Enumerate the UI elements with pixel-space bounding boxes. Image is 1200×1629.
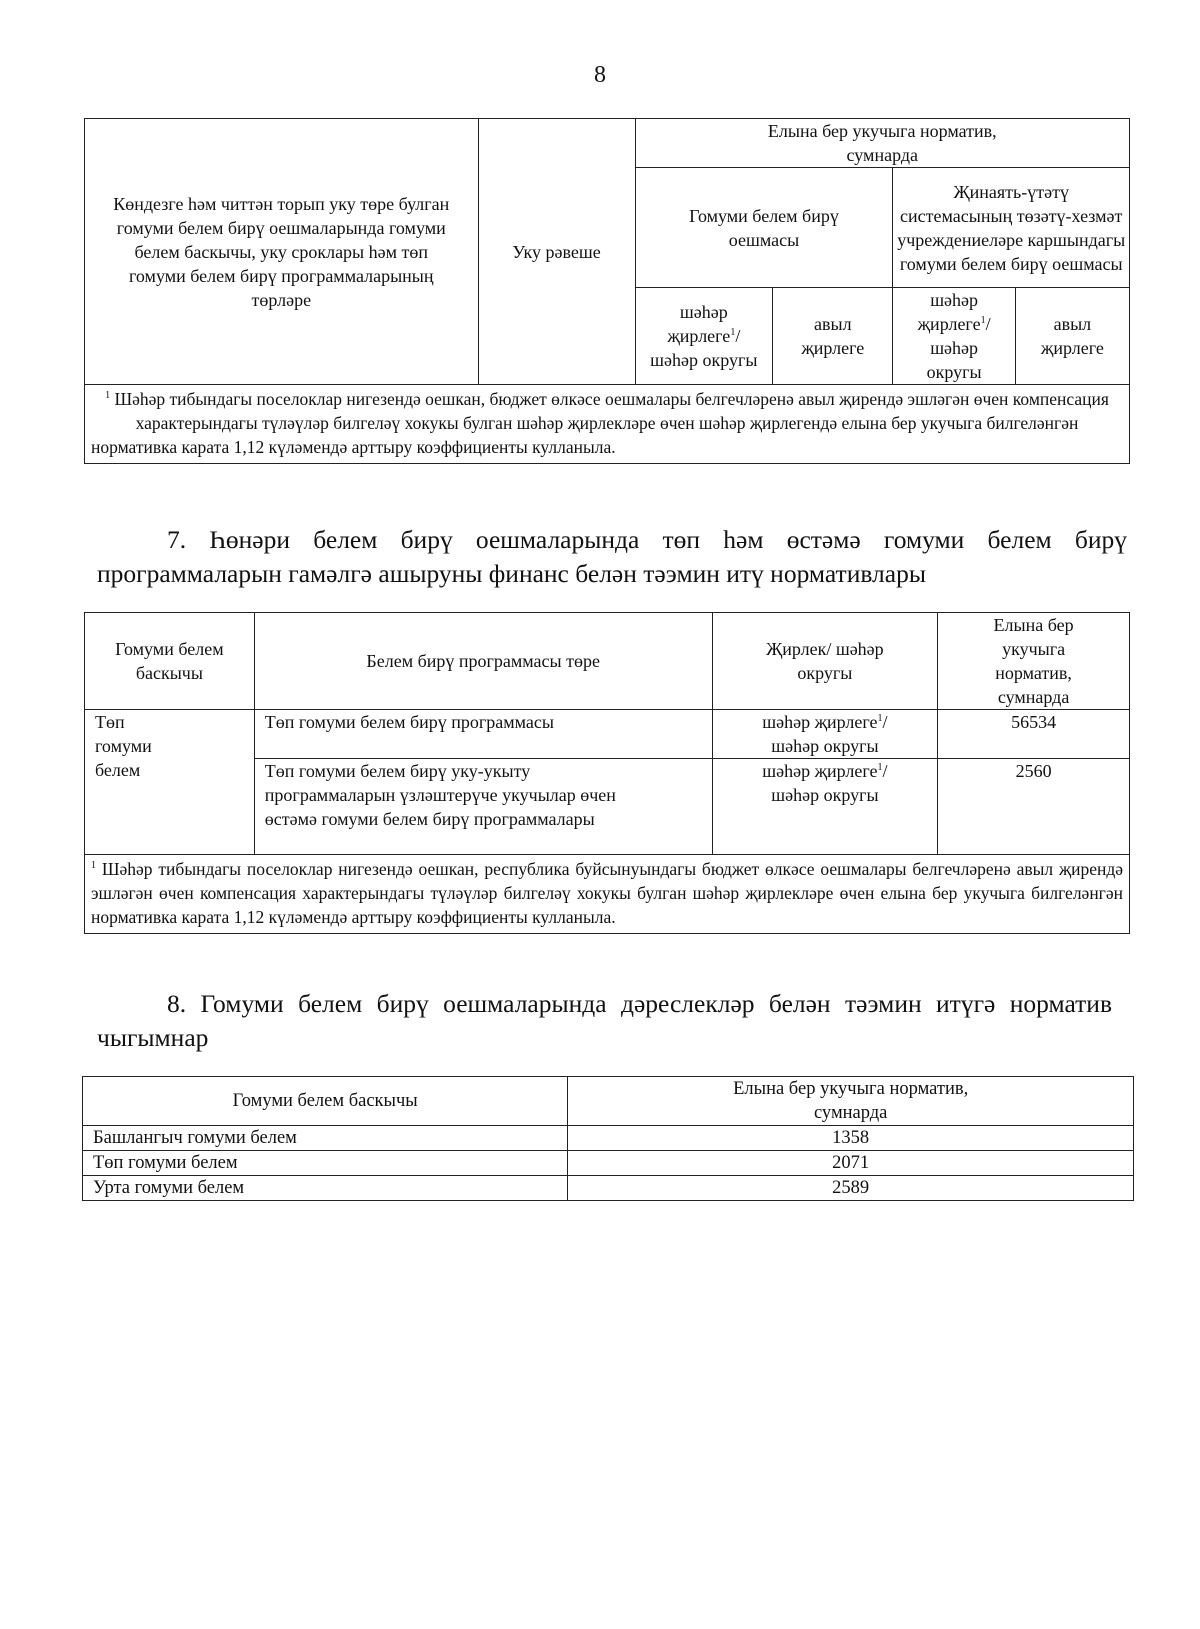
header-norm: Елына бер укучыга норматив, сумнарда — [938, 613, 1130, 710]
header-urban-1: шәһәр җирлеге$^1$/ шәһәр округы — [635, 288, 773, 385]
table-general-education-norms — [84, 118, 1130, 464]
header-level: Гомуми белем баскычы — [85, 613, 255, 710]
header-program: Белем бирү программасы төре — [254, 613, 712, 710]
program-cell: Төп гомуми белем бирү программасы — [254, 710, 712, 759]
header-general-org: Гомуми белем бирү оешмасы — [635, 168, 893, 288]
norm-cell: 2071 — [568, 1151, 1134, 1176]
level-basic-general: Төп гомуми белем — [85, 710, 255, 855]
header-penal-org: Җинаять-үтәтү системасының төзәтү-хезмәт учреждениеләре каршындагы гомуми белем бирү оешмасы — [893, 168, 1130, 288]
program-cell: Төп гомуми белем бирү уку-укыту программаларын үзләштерүче укучылар өчен өстәмә гомуми белем бирү программалары — [254, 759, 712, 855]
table1-footnote: $^1$ Шәһәр тибындагы поселоклар нигезендә оешкан, бюджет өлкәсе оешмалары белгечләренә авыл җирендә эшләгән өчен компенсация характерындагы түләүләр билгеләү хокукы булган шәһәр җирлекләре өчен шәһәр җирлегендә елына бер укучыга билгеләнгән нормативка карата 1,12 күләмендә арттыру коэффициенты кулланыла. — [85, 385, 1130, 464]
section-8-heading: 8. Гомуми белем бирү оешмаларында дәреслекләр белән тәэмин итүгә норматив чыгымнар — [97, 989, 1112, 1052]
table2-footnote: $^1$ Шәһәр тибындагы поселоклар нигезендә оешкан, республика буйсынуындагы бюджет өлкәсе оешмалары белгечләренә авыл җирендә эшләгән өчен компенсация характерындагы түләүләр билгеләү хокукы булган шәһәр җирлекләре өчен елына бер укучыга билгеләнгән нормативка карата 1,12 күләмендә арттыру коэффициенты кулланыла. — [85, 855, 1130, 934]
header-urban-2: шәһәр җирлеге$^1$/ шәһәр округы — [893, 288, 1015, 385]
table-textbook-norms — [82, 1076, 1134, 1201]
section-7-heading: 7. Һөнәри белем бирү оешмаларында төп һәм өстәмә гомуми белем бирү программаларын гамәлгә ашыруны финанс белән тәэмин итү нормативлары — [97, 525, 1127, 588]
header-level: Гомуми белем баскычы — [83, 1077, 568, 1126]
settlement-cell: шәһәр җирлеге$^1$/ шәһәр округы — [712, 710, 938, 759]
norm-cell: 2560 — [938, 759, 1130, 855]
settlement-cell: шәһәр җирлеге$^1$/ шәһәр округы — [712, 759, 938, 855]
header-settlement: Җирлек/ шәһәр округы — [712, 613, 938, 710]
level-cell: Башлангыч гомуми белем — [83, 1126, 568, 1151]
norm-cell: 56534 — [938, 710, 1130, 759]
header-norm: Елына бер укучыга норматив, сумнарда — [635, 119, 1129, 168]
header-norm: Елына бер укучыга норматив, сумнарда — [568, 1077, 1134, 1126]
level-cell: Урта гомуми белем — [83, 1176, 568, 1201]
header-form: Уку рәвеше — [478, 119, 635, 385]
norm-cell: 2589 — [568, 1176, 1134, 1201]
norm-cell: 1358 — [568, 1126, 1134, 1151]
level-cell: Төп гомуми белем — [83, 1151, 568, 1176]
page-number: 8 — [594, 62, 606, 88]
table-vocational-norms — [84, 612, 1130, 934]
header-rural-1: авыл җирлеге — [773, 288, 893, 385]
header-rural-2: авыл җирлеге — [1015, 288, 1129, 385]
header-types: Көндезге һәм читтән торып уку төре булган гомуми белем бирү оешмаларында гомуми белем баскычы, уку сроклары һәм төп гомуми белем бирү программаларының төрләре — [85, 119, 479, 385]
